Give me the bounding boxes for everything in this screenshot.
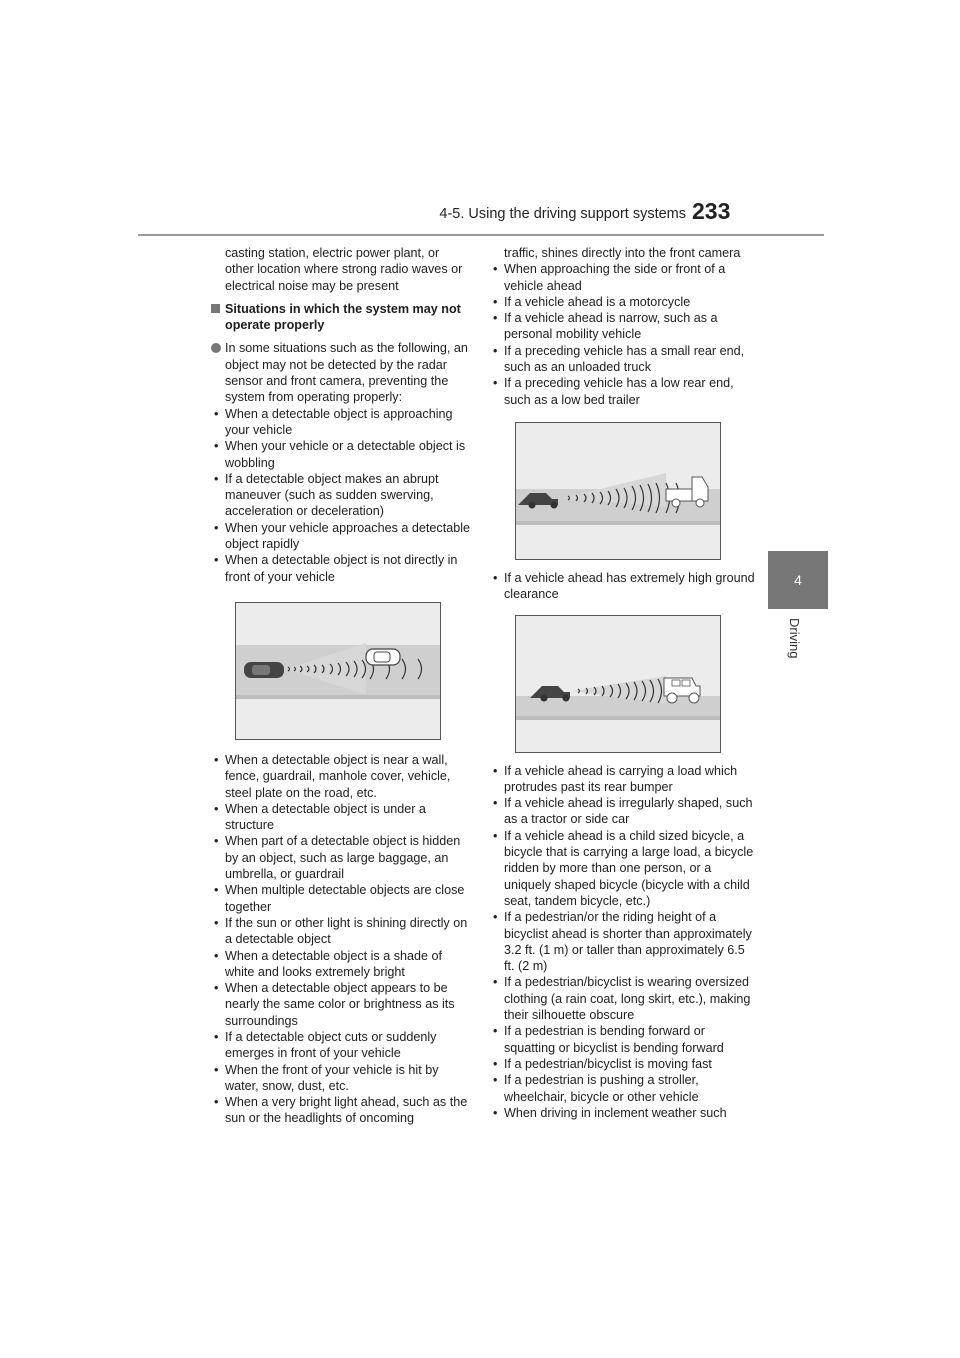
bullet-list bbox=[490, 763, 758, 1122]
list-item: • If the sun or other light is shining directly on a detectable object bbox=[211, 915, 471, 948]
circle-bullet-icon bbox=[211, 343, 221, 353]
bullet-list bbox=[490, 261, 758, 408]
list-item: • If a pedestrian/bicyclist is moving fast bbox=[490, 1056, 758, 1072]
list-item: • If a pedestrian/bicyclist is wearing oversized clothing (a rain coat, long skirt, etc.), making their silhouette obscure bbox=[490, 974, 758, 1023]
list-item: • If a preceding vehicle has a low rear end, such as a low bed trailer bbox=[490, 375, 758, 408]
left-column bbox=[211, 245, 471, 1127]
heading-text: Situations in which the system may not operate properly bbox=[225, 301, 461, 333]
chapter-label: Driving bbox=[787, 618, 802, 659]
list-item: • When the front of your vehicle is hit by water, snow, dust, etc. bbox=[211, 1062, 471, 1095]
section-heading bbox=[211, 301, 471, 334]
page-number: 233 bbox=[692, 198, 731, 224]
list-item: • When your vehicle or a detectable object is wobbling bbox=[211, 438, 471, 471]
bullet-list bbox=[490, 570, 758, 603]
list-item: • When a detectable object is under a structure bbox=[211, 801, 471, 834]
illustration-offset-vehicle bbox=[235, 602, 441, 740]
list-item: • If a vehicle ahead is irregularly shaped, such as a tractor or side car bbox=[490, 795, 758, 828]
list-item: • If a vehicle ahead is a child sized bicycle, a bicycle that is carrying a large load, a bicycle ridden by more than one person, or a uniquely shaped bicycle (bicycle with a child seat, tandem bicycle, etc.) bbox=[490, 828, 758, 909]
illustration-truck bbox=[515, 422, 721, 560]
illustration-high-clearance bbox=[515, 615, 721, 753]
bullet-list bbox=[211, 406, 471, 585]
list-item: • If a pedestrian/or the riding height of a bicyclist ahead is shorter than approximately 3.2 ft. (1 m) or taller than approximately 6.5 ft. (2 m) bbox=[490, 909, 758, 974]
list-item: • When part of a detectable object is hidden by an object, such as large baggage, an umbrella, or guardrail bbox=[211, 833, 471, 882]
chapter-tab bbox=[768, 551, 828, 609]
list-item: • When driving in inclement weather such bbox=[490, 1105, 758, 1121]
header-rule bbox=[138, 234, 824, 236]
list-item: • When a detectable object is not directly in front of your vehicle bbox=[211, 552, 471, 585]
list-item: • If a vehicle ahead has extremely high ground clearance bbox=[490, 570, 758, 603]
intro-text: casting station, electric power plant, or other location where strong radio waves or electrical noise may be present bbox=[225, 246, 463, 293]
list-item: • If a preceding vehicle has a small rear end, such as an unloaded truck bbox=[490, 343, 758, 376]
circle-item bbox=[211, 340, 471, 405]
circle-item-text: In some situations such as the following, an object may not be detected by the radar sensor and front camera, preventing the system from operating properly: bbox=[225, 341, 468, 405]
list-item: • If a detectable object cuts or suddenly emerges in front of your vehicle bbox=[211, 1029, 471, 1062]
list-item: • When approaching the side or front of a vehicle ahead bbox=[490, 261, 758, 294]
list-item: • When multiple detectable objects are close together bbox=[211, 882, 471, 915]
list-item: • When a very bright light ahead, such as the sun or the headlights of oncoming bbox=[211, 1094, 471, 1127]
list-item: • If a vehicle ahead is a motorcycle bbox=[490, 294, 758, 310]
list-item: • When a detectable object is near a wall, fence, guardrail, manhole cover, vehicle, steel plate on the road, etc. bbox=[211, 752, 471, 801]
list-item: • When your vehicle approaches a detectable object rapidly bbox=[211, 520, 471, 553]
list-item: • When a detectable object appears to be nearly the same color or brightness as its surroundings bbox=[211, 980, 471, 1029]
list-item: • If a pedestrian is bending forward or squatting or bicyclist is bending forward bbox=[490, 1023, 758, 1056]
section-title: 4-5. Using the driving support systems bbox=[439, 206, 686, 222]
list-item: • If a vehicle ahead is narrow, such as a personal mobility vehicle bbox=[490, 310, 758, 343]
list-item: • When a detectable object is a shade of white and looks extremely bright bbox=[211, 948, 471, 981]
list-item: • If a pedestrian is pushing a stroller, wheelchair, bicycle or other vehicle bbox=[490, 1072, 758, 1105]
list-item: • When a detectable object is approaching your vehicle bbox=[211, 406, 471, 439]
list-item: • If a vehicle ahead is carrying a load which protrudes past its rear bumper bbox=[490, 763, 758, 796]
right-column bbox=[490, 245, 758, 1121]
bullet-list bbox=[211, 752, 471, 1127]
list-item: • If a detectable object makes an abrupt maneuver (such as sudden swerving, acceleration or deceleration) bbox=[211, 471, 471, 520]
chapter-number: 4 bbox=[794, 572, 802, 588]
square-bullet-icon bbox=[211, 304, 220, 313]
continuation-text: traffic, shines directly into the front camera bbox=[504, 246, 741, 260]
